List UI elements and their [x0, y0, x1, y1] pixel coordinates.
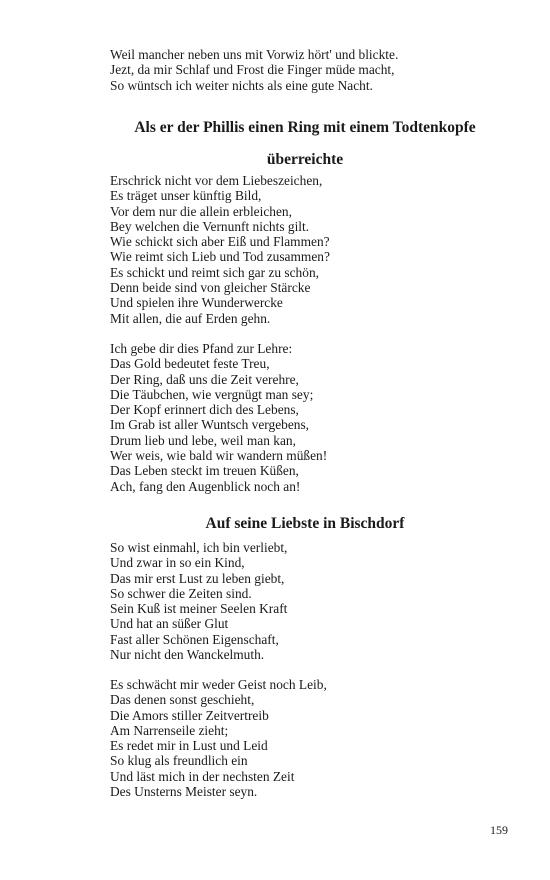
- poem1-title-line2: überreichte: [266, 151, 344, 168]
- verse-line: Und läst mich in der nechsten Zeit: [110, 768, 295, 784]
- verse-line: Ich gebe dir dies Pfand zur Lehre:: [110, 341, 293, 356]
- verse-line: So wist einmahl, ich bin verliebt,: [110, 540, 288, 555]
- verse-line: So wüntsch ich weiter nichts als eine gute Nacht.: [110, 77, 373, 93]
- verse-line: Wer weis, wie bald wir wandern müßen!: [110, 448, 328, 464]
- verse-line: Sein Kuß ist meiner Seelen Kraft: [110, 601, 288, 617]
- verse-line: So schwer die Zeiten sind.: [110, 585, 252, 601]
- verse-line: Es redet mir in Lust und Leid: [110, 738, 268, 754]
- verse-line: Das Leben steckt im treuen Küßen,: [110, 463, 299, 479]
- verse-line: Und spielen ihre Wunderwercke: [110, 295, 283, 311]
- verse-line: Des Unsterns Meister seyn.: [110, 784, 258, 800]
- poem2-stanza2: [110, 677, 510, 799]
- verse-line: Im Grab ist aller Wuntsch vergebens,: [110, 417, 310, 433]
- verse-line: Das Gold bedeutet feste Treu,: [110, 356, 270, 372]
- verse-line: Die Täubchen, wie vergnügt man sey;: [110, 386, 314, 402]
- verse-line: Drum lieb und lebe, weil man kan,: [110, 432, 296, 448]
- verse-line: Denn beide sind von gleicher Stärcke: [110, 280, 311, 296]
- verse-line: Mit allen, die auf Erden gehn.: [110, 310, 271, 326]
- verse-line: Bey welchen die Vernunft nichts gilt.: [110, 218, 310, 234]
- verse-line: Fast aller Schönen Eigenschaft,: [110, 631, 279, 647]
- page-number: 159: [490, 823, 508, 837]
- poem1-title-line1: Als er der Phillis einen Ring mit einem Todtenkopfe: [134, 119, 476, 136]
- verse-line: Es schickt und reimt sich gar zu schön,: [110, 264, 319, 280]
- top-stanza: [110, 47, 510, 93]
- verse-line: Wie reimt sich Lieb und Tod zusammen?: [110, 249, 330, 265]
- verse-line: Der Ring, daß uns die Zeit verehre,: [110, 371, 299, 387]
- verse-line: Weil mancher neben uns mit Vorwiz hört' und blickte.: [110, 47, 399, 62]
- verse-line: Wie schickt sich aber Eiß und Flammen?: [110, 234, 330, 250]
- poem2-stanza1: [110, 540, 510, 662]
- verse-line: Am Narrenseile zieht;: [110, 722, 229, 738]
- poem2-title: Auf seine Liebste in Bischdorf: [205, 515, 405, 532]
- verse-line: Und zwar in so ein Kind,: [110, 555, 245, 571]
- verse-line: Es träget unser künftig Bild,: [110, 188, 262, 204]
- verse-line: Erschrick nicht vor dem Liebeszeichen,: [110, 173, 323, 188]
- verse-line: Das denen sonst geschieht,: [110, 692, 255, 708]
- verse-line: Der Kopf erinnert dich des Lebens,: [110, 402, 299, 418]
- verse-line: So klug als freundlich ein: [110, 753, 248, 769]
- verse-line: Vor dem nur die allein erbleichen,: [110, 203, 292, 219]
- verse-line: Ach, fang den Augenblick noch an!: [110, 478, 301, 494]
- verse-line: Nur nicht den Wanckelmuth.: [110, 647, 265, 663]
- verse-line: Und hat an süßer Glut: [110, 616, 229, 632]
- verse-line: Jezt, da mir Schlaf und Frost die Finger müde macht,: [110, 62, 395, 78]
- verse-line: Das mir erst Lust zu leben giebt,: [110, 570, 285, 586]
- verse-line: Die Amors stiller Zeitvertreib: [110, 707, 269, 723]
- verse-line: Es schwächt mir weder Geist noch Leib,: [110, 677, 327, 692]
- poem1-stanza1: [110, 173, 510, 326]
- poem1-stanza2: [110, 341, 510, 494]
